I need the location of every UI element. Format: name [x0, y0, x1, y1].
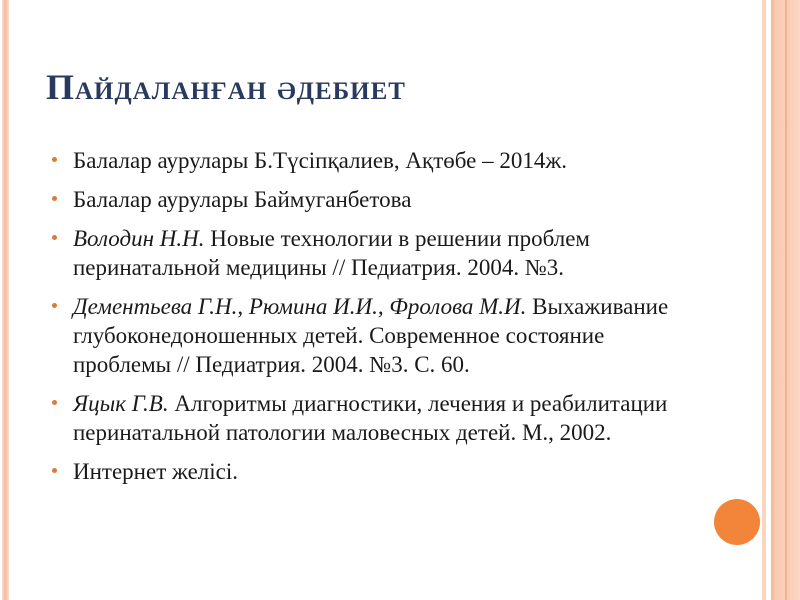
bullet-icon — [52, 157, 57, 162]
reference-list — [40, 146, 690, 496]
reference-item — [40, 146, 690, 175]
right-border-stripe-band — [771, 0, 800, 600]
bullet-icon — [52, 196, 57, 201]
right-border-stripe-thin — [762, 0, 766, 600]
reference-author: Яцык Г.В. — [73, 391, 169, 416]
reference-item — [40, 389, 690, 447]
reference-text: Интернет желісі. — [73, 459, 239, 484]
reference-text: Балалар аурулары Б.Түсіпқалиев, Ақтөбе – 2014ж. — [73, 148, 567, 173]
reference-author: Дементьева Г.Н., Рюмина И.И., Фролова М.И. — [73, 294, 527, 319]
reference-item — [40, 457, 690, 486]
slide-title: Пайдаланған әдебиет — [46, 67, 406, 108]
reference-item — [40, 292, 690, 379]
bullet-icon — [52, 235, 57, 240]
reference-text: Алгоритмы диагностики, лечения и реабилитации перинатальной патологии маловесных детей. М., 2002. — [73, 391, 668, 445]
reference-item — [40, 224, 690, 282]
reference-item — [40, 185, 690, 214]
reference-text: Балалар аурулары Баймуганбетова — [73, 187, 412, 212]
bullet-icon — [52, 303, 57, 308]
reference-text: Новые технологии в решении проблем перинатальной медицины // Педиатрия. 2004. №3. — [73, 226, 590, 280]
left-border-stripe — [2, 0, 9, 600]
reference-author: Володин Н.Н. — [73, 226, 205, 251]
bullet-icon — [52, 468, 57, 473]
bullet-icon — [52, 400, 57, 405]
accent-circle — [714, 499, 760, 545]
reference-text: Выхаживание глубоконедоношенных детей. Современное состояние проблемы // Педиатрия. 2004. №3. С. 60. — [73, 294, 669, 377]
